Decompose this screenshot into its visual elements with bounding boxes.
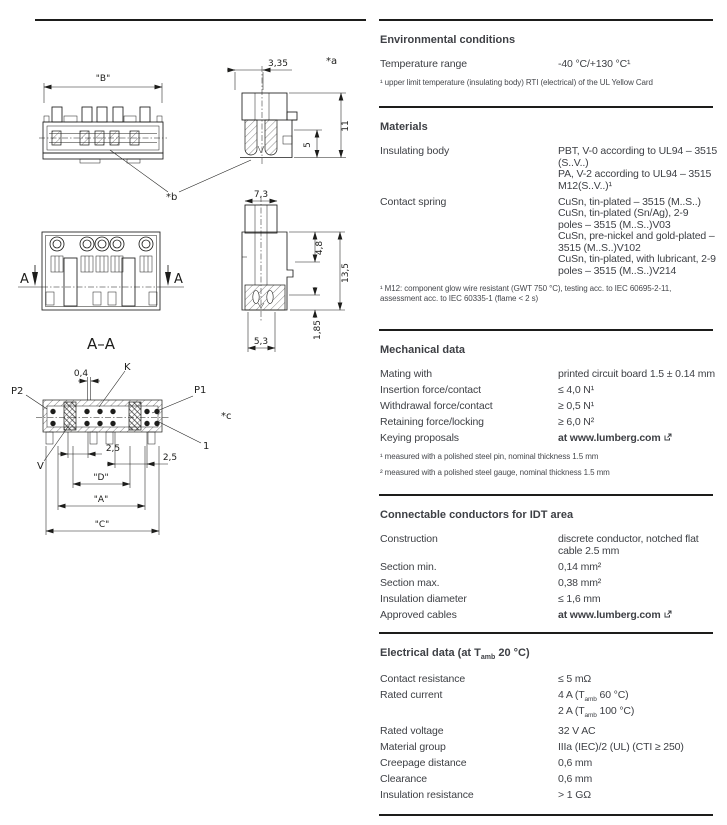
spec-label: Approved cables: [380, 608, 457, 621]
side-view-middle: [242, 196, 345, 352]
footnote: ² measured with a polished steel gauge, nominal thickness 1.5 mm: [380, 467, 610, 477]
section-title: Electrical data (at $T_{amb}$ 20 °C): [380, 647, 530, 662]
spec-value: printed circuit board 1.5 ± 0.14 mm: [558, 368, 715, 380]
section-mark-left: A: [20, 272, 29, 287]
external-link-icon: [664, 610, 672, 618]
dim-label-A: "A": [93, 495, 109, 505]
spec-value: 4 A ($T_{amb}$ 60 °C) 2 A ($T_{amb}$ 100 °C): [558, 689, 635, 719]
spec-value: 32 V AC: [558, 724, 596, 737]
row-clearance: [380, 774, 713, 786]
dim-label-C: "C": [94, 520, 110, 530]
label-V: V: [37, 461, 44, 472]
dim-label-2-5-second: 2,5: [162, 453, 178, 463]
spec-value: ≤ 1,6 mm: [558, 592, 601, 605]
section-mechanical-data: [379, 329, 713, 494]
dim-label-3-35: 3,35: [267, 59, 289, 69]
spec-label: Clearance: [380, 772, 427, 785]
row-creepage-distance: [380, 758, 713, 770]
row-keying-proposals: [380, 433, 713, 445]
spec-label: Retaining force/locking: [380, 416, 484, 428]
marker-label-c: *c: [221, 411, 232, 422]
row-insulation-resistance: [380, 790, 713, 802]
spec-value: ≥ 0,5 N¹: [558, 400, 595, 412]
row-mating-with: [380, 369, 713, 381]
row-rated-voltage: [380, 726, 713, 738]
section-materials: [379, 106, 718, 329]
spec-value: > 1 GΩ: [558, 788, 591, 801]
technical-drawing: [0, 0, 375, 570]
row-retaining-force: [380, 417, 713, 429]
spec-label: Insulation diameter: [380, 592, 467, 605]
spec-label: Insulating body: [380, 145, 450, 157]
dim-label-1-85: 1,85: [313, 319, 323, 341]
row-section-min: [380, 562, 713, 574]
spec-label: Material group: [380, 740, 446, 753]
lumberg-link[interactable]: at www.lumberg.com: [558, 432, 672, 444]
spec-label: Contact resistance: [380, 673, 466, 686]
spec-label: Contact spring: [380, 195, 447, 208]
section-title: Connectable conductors for IDT area: [380, 509, 574, 521]
row-insulation-diameter: [380, 594, 713, 606]
section-title: Mechanical data: [380, 344, 465, 356]
dim-label-11: 11: [341, 120, 351, 132]
row-contact-spring: [380, 195, 716, 278]
spec-label: Mating with: [380, 368, 433, 380]
spec-label: Section min.: [380, 560, 437, 573]
front-view: [39, 83, 167, 163]
spec-label: Rated current: [380, 689, 443, 702]
marker-label-b: *b: [166, 192, 178, 203]
marker-label-a: *a: [326, 56, 338, 67]
label-K: K: [124, 362, 131, 373]
row-rated-current: [380, 690, 713, 721]
spec-value: PBT, V-0 according to UL94 – 3515 (S..V..) PA, V-2 according to UL94 – 3515 M12(S..V..)¹: [558, 145, 718, 192]
spec-label: Keying proposals: [380, 432, 459, 444]
dim-label-B: "B": [95, 74, 111, 84]
row-insertion-force: [380, 385, 713, 397]
external-link-icon: [664, 433, 672, 441]
section-environmental-conditions: [379, 19, 713, 106]
dim-label-7-3: 7,3: [253, 190, 269, 200]
spec-value: 0,38 mm²: [558, 576, 602, 589]
spec-label: Creepage distance: [380, 756, 467, 769]
row-insulating-body: [380, 145, 718, 192]
dim-label-13-5: 13,5: [341, 262, 351, 284]
section-title: Environmental conditions: [380, 34, 516, 46]
spec-label: Withdrawal force/contact: [380, 400, 493, 412]
dim-label-0-4: 0,4: [73, 369, 89, 379]
spec-label: Section max.: [380, 576, 440, 589]
spec-value: 0,6 mm: [558, 756, 593, 769]
label-P1: P1: [194, 385, 207, 396]
label-P2: P2: [11, 386, 24, 397]
spec-value: ≤ 4,0 N¹: [558, 384, 595, 396]
top-view: [18, 232, 184, 310]
row-section-max: [380, 578, 713, 590]
section-electrical-data: [379, 632, 713, 814]
footnote: ¹ M12: component glow wire resistant (GWT 750 °C), testing acc. to IEC 60695-2-11, assessment acc. to IEC 60335-1 (flame < 2 s): [380, 284, 672, 303]
spec-value: ≥ 6,0 N²: [558, 416, 595, 428]
lumberg-link[interactable]: at www.lumberg.com: [558, 609, 672, 621]
spec-label: Rated voltage: [380, 724, 444, 737]
dim-label-5: 5: [303, 142, 313, 148]
spec-value: discrete conductor, notched flat cable 2.5 mm: [558, 533, 699, 557]
spec-label: Insertion force/contact: [380, 384, 482, 396]
dim-label-D: "D": [93, 473, 109, 483]
spec-label: Insulation resistance: [380, 788, 474, 801]
spec-value: ≤ 5 mΩ: [558, 673, 592, 686]
footnote: ¹ upper limit temperature (insulating body) RTI (electrical) of the UL Yellow Card: [380, 77, 653, 87]
row-construction: [380, 534, 713, 557]
dim-label-5-3: 5,3: [253, 337, 269, 347]
row-withdrawal-force: [380, 401, 713, 413]
section-title: Materials: [380, 121, 428, 133]
dim-label-2-5-first: 2,5: [105, 444, 121, 454]
spec-label: Temperature range: [380, 58, 468, 70]
dim-label-4-8: 4,8: [315, 240, 325, 256]
side-view-top: [227, 66, 346, 165]
spec-value: -40 °C/+130 °C¹: [558, 58, 631, 70]
row-contact-resistance: [380, 674, 713, 686]
footnote: ¹ measured with a polished steel pin, nominal thickness 1.5 mm: [380, 451, 599, 461]
row-approved-cables: [380, 610, 713, 622]
spec-label: Construction: [380, 533, 438, 545]
spec-value: 0,6 mm: [558, 772, 593, 785]
spec-value: 0,14 mm²: [558, 560, 602, 573]
row-temperature-range: [380, 59, 713, 71]
row-material-group: [380, 742, 713, 754]
section-mark-right: A: [174, 272, 183, 287]
section-connectable-conductors: [379, 494, 713, 632]
section-title: A–A: [86, 335, 116, 353]
leader-b: [110, 150, 251, 192]
spec-panel: [379, 19, 718, 816]
spec-value: CuSn, tin-plated – 3515 (M..S..) CuSn, tin-plated (Sn/Ag), 2-9 poles – 3515 (M..S..)V03 CuSn, pre-nickel and gold-plated – 3515 (M..S..)V102 CuSn, tin-plated, with lubricant, 2-9 poles – 3515 (M..S..)V214: [558, 195, 716, 277]
spec-value: IIIa (IEC)/2 (UL) (CTI ≥ 250): [558, 740, 684, 753]
bottom-rule: [379, 814, 713, 816]
label-pin-1: 1: [203, 441, 210, 452]
